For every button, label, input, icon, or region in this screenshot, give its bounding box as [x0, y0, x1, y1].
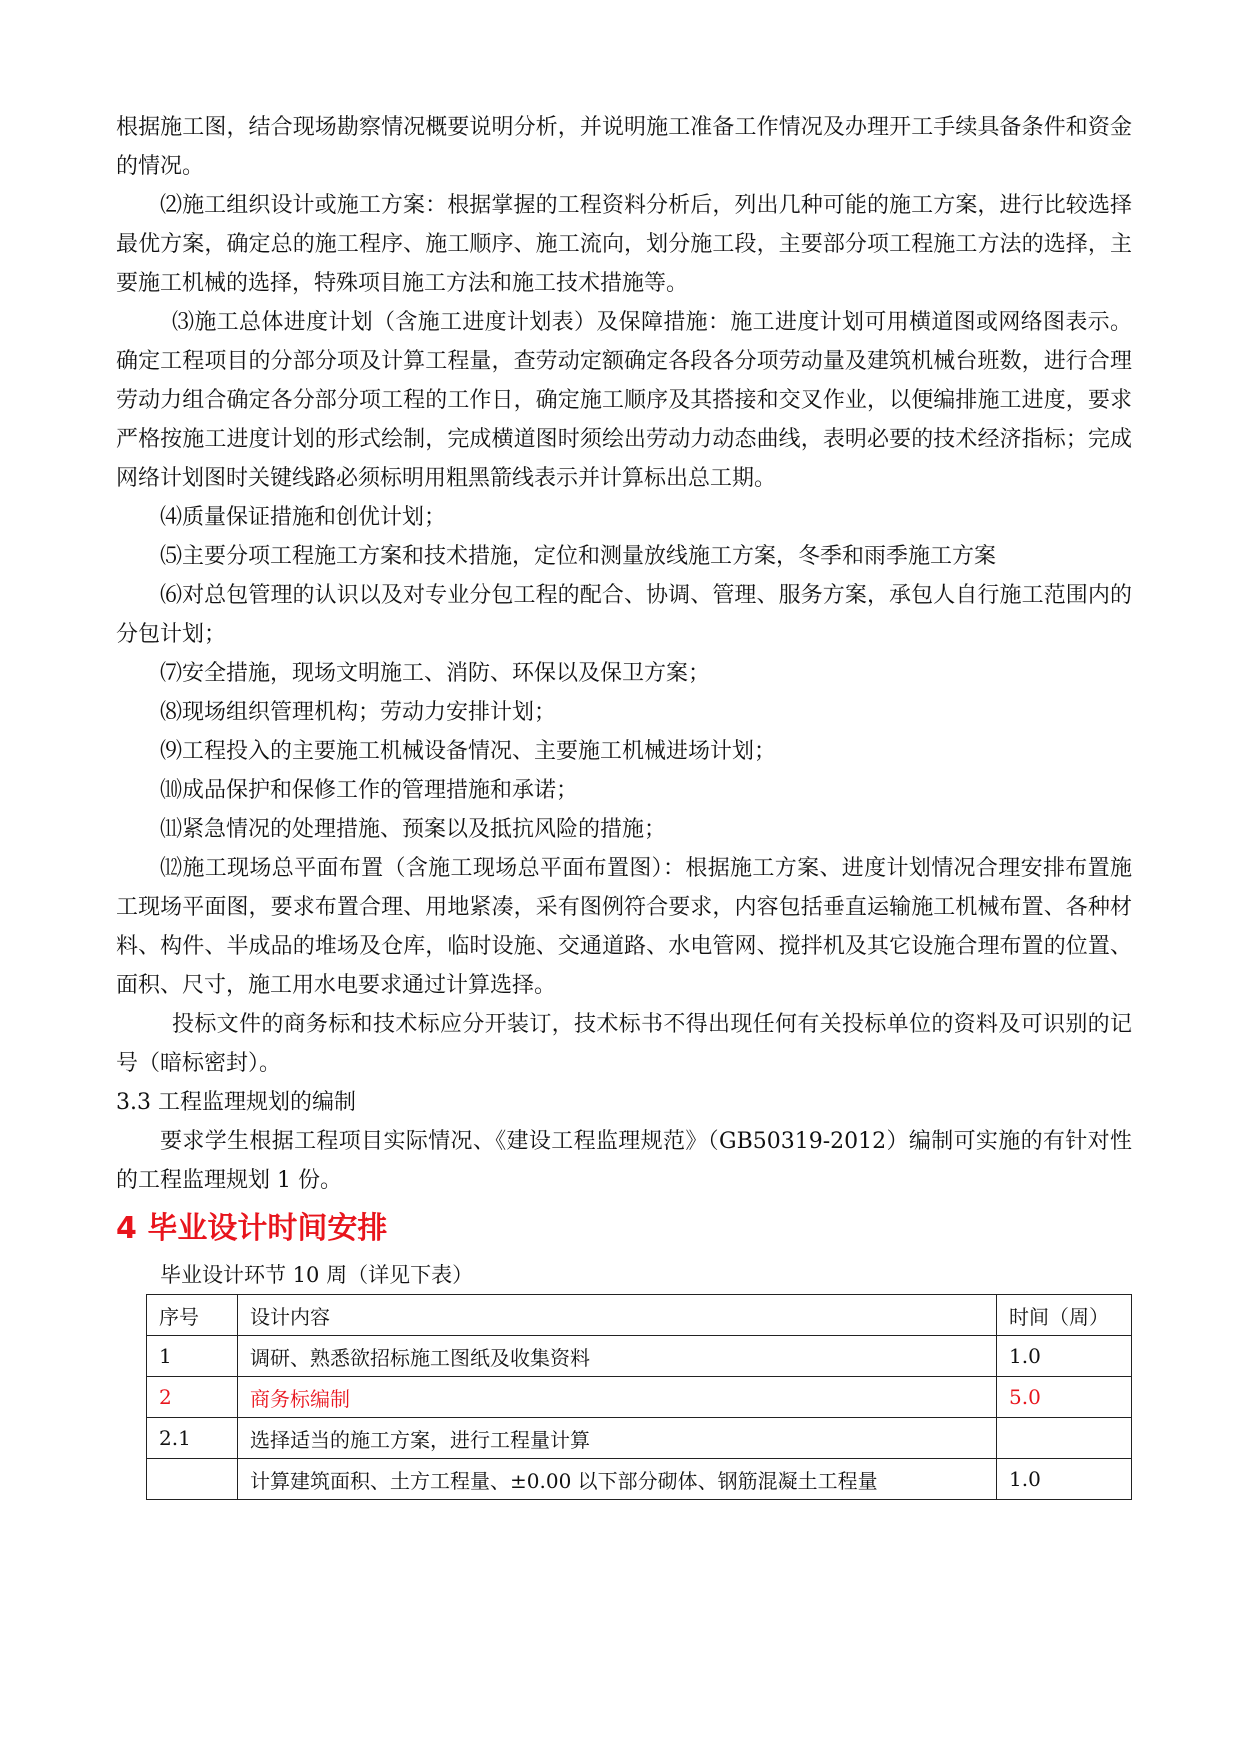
paragraph-item-7: ⑺安全措施，现场文明施工、消防、环保以及保卫方案；	[160, 661, 711, 686]
row-no	[147, 1459, 238, 1500]
paragraph-item-10: ⑽成品保护和保修工作的管理措施和承诺；	[160, 778, 579, 803]
paragraph-item-3: ⑶施工总体进度计划（含施工进度计划表）及保障措施：施工进度计划可用横道图或网络图表示。确定工程项目的分部分项及计算工程量，查劳动定额确定各段各分项劳动量及建筑机械台班数，进行合理劳动力组合确定各分部分项工程的工作日，确定施工顺序及其搭接和交叉作业，以便编排施工进度，要求严格按施工进度计划的形式绘制，完成横道图时须绘出劳动力动态曲线，表明必要的技术经济指标；完成网络计划图时关键线路必须标明用粗黑箭线表示并计算标出总工期。	[116, 310, 1132, 491]
paragraph-item-4: ⑷质量保证措施和创优计划；	[160, 505, 447, 530]
table-header-row	[147, 1295, 1132, 1336]
row-time: 5.0	[997, 1377, 1132, 1418]
row-time: 1.0	[997, 1459, 1132, 1500]
table-row	[147, 1459, 1132, 1500]
paragraph-item-2: ⑵施工组织设计或施工方案：根据掌握的工程资料分析后，列出几种可能的施工方案，进行比较选择最优方案，确定总的施工程序、施工顺序、施工流向，划分施工段，主要部分项工程施工方法的选择，主要施工机械的选择，特殊项目施工方法和施工技术措施等。	[116, 193, 1132, 296]
paragraph-item-9: ⑼工程投入的主要施工机械设备情况、主要施工机械进场计划；	[160, 739, 777, 764]
paragraph-item-12: ⑿施工现场总平面布置（含施工现场总平面布置图）：根据施工方案、进度计划情况合理安排布置施工现场平面图，要求布置合理、用地紧凑，采有图例符合要求，内容包括垂直运输施工机械布置、各种材料、构件、半成品的堆场及仓库，临时设施、交通道路、水电管网、搅拌机及其它设施合理布置的位置、面积、尺寸，施工用水电要求通过计算选择。	[116, 856, 1132, 998]
row-content: 选择适当的施工方案，进行工程量计算	[238, 1418, 997, 1459]
row-content: 调研、熟悉欲招标施工图纸及收集资料	[238, 1336, 997, 1377]
chapter-4-heading: 4 毕业设计时间安排	[116, 1211, 388, 1246]
table-caption: 毕业设计环节 10 周（详见下表）	[160, 1263, 474, 1287]
paragraph-item-11: ⑾紧急情况的处理措施、预案以及抵抗风险的措施；	[160, 817, 667, 842]
row-content: 计算建筑面积、土方工程量、±0.00 以下部分砌体、钢筋混凝土工程量	[238, 1459, 997, 1500]
paragraph-bid-binding: 投标文件的商务标和技术标应分开装订，技术标书不得出现任何有关投标单位的资料及可识别的记号（暗标密封）。	[116, 1012, 1132, 1076]
header-time: 时间（周）	[997, 1295, 1132, 1336]
schedule-table	[146, 1294, 1132, 1500]
row-time: 1.0	[997, 1336, 1132, 1377]
paragraph-item-6: ⑹对总包管理的认识以及对专业分包工程的配合、协调、管理、服务方案，承包人自行施工范围内的分包计划；	[116, 583, 1132, 647]
paragraph-construction-prep: 根据施工图，结合现场勘察情况概要说明分析，并说明施工准备工作情况及办理开工手续具备条件和资金的情况。	[116, 115, 1132, 179]
row-no: 1	[147, 1336, 238, 1377]
paragraph-item-5: ⑸主要分项工程施工方案和技术措施，定位和测量放线施工方案，冬季和雨季施工方案	[160, 544, 997, 569]
table-row	[147, 1418, 1132, 1459]
row-time	[997, 1418, 1132, 1459]
table-row-highlighted	[147, 1377, 1132, 1418]
row-no: 2.1	[147, 1418, 238, 1459]
row-no: 2	[147, 1377, 238, 1418]
header-content: 设计内容	[238, 1295, 997, 1336]
document-page	[116, 108, 1132, 1500]
paragraph-item-8: ⑻现场组织管理机构；劳动力安排计划；	[160, 700, 557, 725]
header-no: 序号	[147, 1295, 238, 1336]
table-row	[147, 1336, 1132, 1377]
row-content: 商务标编制	[238, 1377, 997, 1418]
section-3-3-heading: 3.3 工程监理规划的编制	[116, 1090, 356, 1115]
section-3-3-body: 要求学生根据工程项目实际情况、《建设工程监理规范》（GB50319-2012）编制可实施的有针对性的工程监理规划 1 份。	[116, 1129, 1132, 1193]
